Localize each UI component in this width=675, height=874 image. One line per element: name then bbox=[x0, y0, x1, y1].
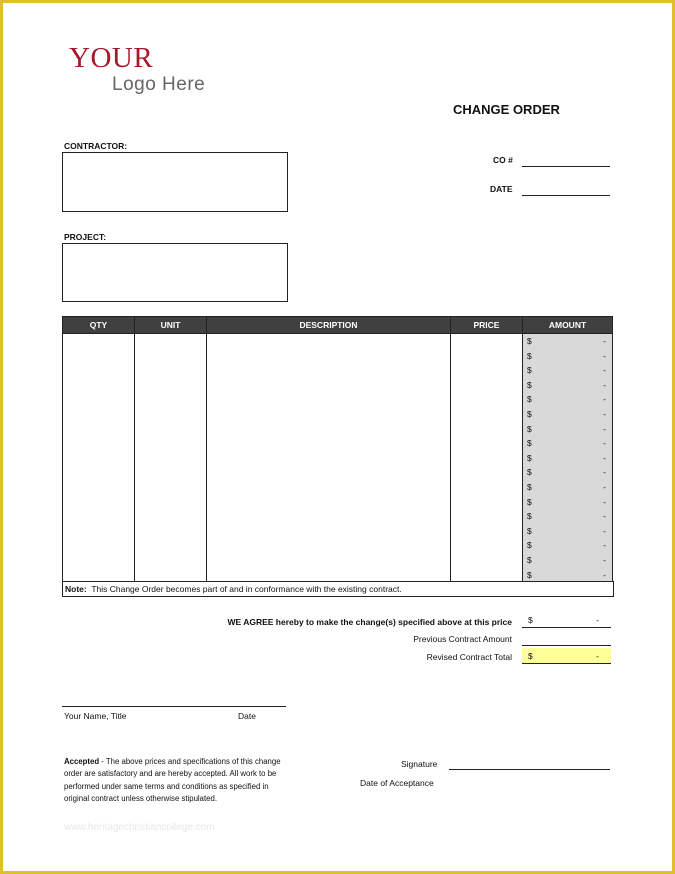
amount-value: - bbox=[603, 365, 606, 376]
amount-value: - bbox=[603, 496, 606, 507]
revised-currency: $ bbox=[528, 651, 533, 661]
agree-price-field[interactable] bbox=[522, 615, 611, 628]
amount-currency: $ bbox=[527, 525, 532, 536]
accepted-body: - The above prices and specifications of this change order are satisfactory and are hereby accepted. All work to be performed under same terms and conditions as specified in original contract unless otherwise stipulated. bbox=[64, 757, 281, 803]
co-number-field[interactable] bbox=[522, 166, 610, 167]
amount-row bbox=[523, 568, 612, 583]
amount-value: - bbox=[603, 336, 606, 346]
amount-row bbox=[523, 509, 612, 524]
name-title-line[interactable] bbox=[62, 706, 286, 707]
amount-currency: $ bbox=[527, 467, 532, 478]
header-qty: QTY bbox=[63, 317, 135, 334]
amount-value: - bbox=[603, 540, 606, 551]
amount-row bbox=[523, 407, 612, 422]
logo-your: YOUR bbox=[69, 42, 154, 74]
revised-total-label: Revised Contract Total bbox=[426, 652, 512, 662]
amount-row bbox=[523, 495, 612, 510]
price-column[interactable] bbox=[451, 334, 523, 583]
amount-value: - bbox=[603, 511, 606, 522]
amount-row bbox=[523, 349, 612, 364]
amount-row bbox=[523, 392, 612, 407]
amount-column bbox=[523, 334, 613, 583]
amount-row bbox=[523, 524, 612, 539]
amount-currency: $ bbox=[527, 365, 532, 376]
items-table bbox=[62, 316, 613, 582]
signature-line[interactable] bbox=[449, 769, 610, 770]
project-field[interactable] bbox=[62, 243, 288, 302]
amount-value: - bbox=[603, 423, 606, 434]
watermark: www.heritagechristiancollege.com bbox=[64, 822, 215, 833]
agree-value: - bbox=[596, 615, 599, 625]
amount-currency: $ bbox=[527, 511, 532, 522]
agree-currency: $ bbox=[528, 615, 533, 625]
amount-value: - bbox=[603, 525, 606, 536]
amount-value: - bbox=[603, 467, 606, 478]
amount-value: - bbox=[603, 438, 606, 449]
amount-currency: $ bbox=[527, 379, 532, 390]
note-row bbox=[62, 581, 614, 597]
amount-row bbox=[523, 480, 612, 495]
amount-row bbox=[523, 378, 612, 393]
amount-value: - bbox=[603, 350, 606, 361]
signature-label: Signature bbox=[401, 759, 438, 769]
header-description: DESCRIPTION bbox=[207, 317, 451, 334]
amount-value: - bbox=[603, 481, 606, 492]
amount-currency: $ bbox=[527, 408, 532, 419]
contractor-label: CONTRACTOR: bbox=[64, 141, 128, 151]
contractor-field[interactable] bbox=[62, 152, 288, 212]
document-title: CHANGE ORDER bbox=[453, 102, 560, 117]
amount-currency: $ bbox=[527, 452, 532, 463]
logo-here: Logo Here bbox=[112, 74, 206, 95]
amount-currency: $ bbox=[527, 423, 532, 434]
amount-row bbox=[523, 422, 612, 437]
amount-row bbox=[523, 553, 612, 568]
amount-value: - bbox=[603, 452, 606, 463]
amount-row bbox=[523, 363, 612, 378]
name-title-label: Your Name, Title bbox=[64, 711, 127, 721]
description-column[interactable] bbox=[207, 334, 451, 583]
co-number-label: CO # bbox=[493, 155, 513, 165]
note-label: Note: bbox=[65, 584, 87, 594]
amount-value: - bbox=[603, 408, 606, 419]
header-unit: UNIT bbox=[135, 317, 207, 334]
agree-label: WE AGREE hereby to make the change(s) specified above at this price bbox=[227, 617, 512, 627]
amount-currency: $ bbox=[527, 336, 532, 346]
sign-date-label: Date bbox=[238, 711, 256, 721]
amount-row bbox=[523, 538, 612, 553]
amount-row bbox=[523, 451, 612, 466]
accepted-label: Accepted bbox=[64, 757, 100, 766]
date-field[interactable] bbox=[522, 195, 610, 196]
amount-value: - bbox=[603, 569, 606, 580]
amount-row bbox=[523, 334, 612, 349]
amount-currency: $ bbox=[527, 481, 532, 492]
revised-total-field bbox=[522, 648, 611, 664]
amount-currency: $ bbox=[527, 554, 532, 565]
unit-column[interactable] bbox=[135, 334, 207, 583]
accepted-text bbox=[64, 756, 284, 805]
amount-currency: $ bbox=[527, 438, 532, 449]
revised-value: - bbox=[596, 651, 599, 661]
header-amount: AMOUNT bbox=[523, 317, 613, 334]
project-label: PROJECT: bbox=[64, 232, 107, 242]
amount-value: - bbox=[603, 554, 606, 565]
header-price: PRICE bbox=[451, 317, 523, 334]
amount-rows bbox=[523, 334, 612, 582]
amount-currency: $ bbox=[527, 394, 532, 405]
amount-row bbox=[523, 436, 612, 451]
amount-currency: $ bbox=[527, 569, 532, 580]
amount-currency: $ bbox=[527, 540, 532, 551]
acceptance-date-label: Date of Acceptance bbox=[360, 778, 434, 788]
note-text: This Change Order becomes part of and in conformance with the existing contract. bbox=[91, 584, 402, 594]
amount-currency: $ bbox=[527, 496, 532, 507]
previous-contract-label: Previous Contract Amount bbox=[413, 634, 512, 644]
qty-column[interactable] bbox=[63, 334, 135, 583]
date-label: DATE bbox=[490, 184, 513, 194]
amount-currency: $ bbox=[527, 350, 532, 361]
amount-value: - bbox=[603, 394, 606, 405]
previous-contract-field[interactable] bbox=[522, 645, 611, 646]
amount-row bbox=[523, 465, 612, 480]
amount-value: - bbox=[603, 379, 606, 390]
